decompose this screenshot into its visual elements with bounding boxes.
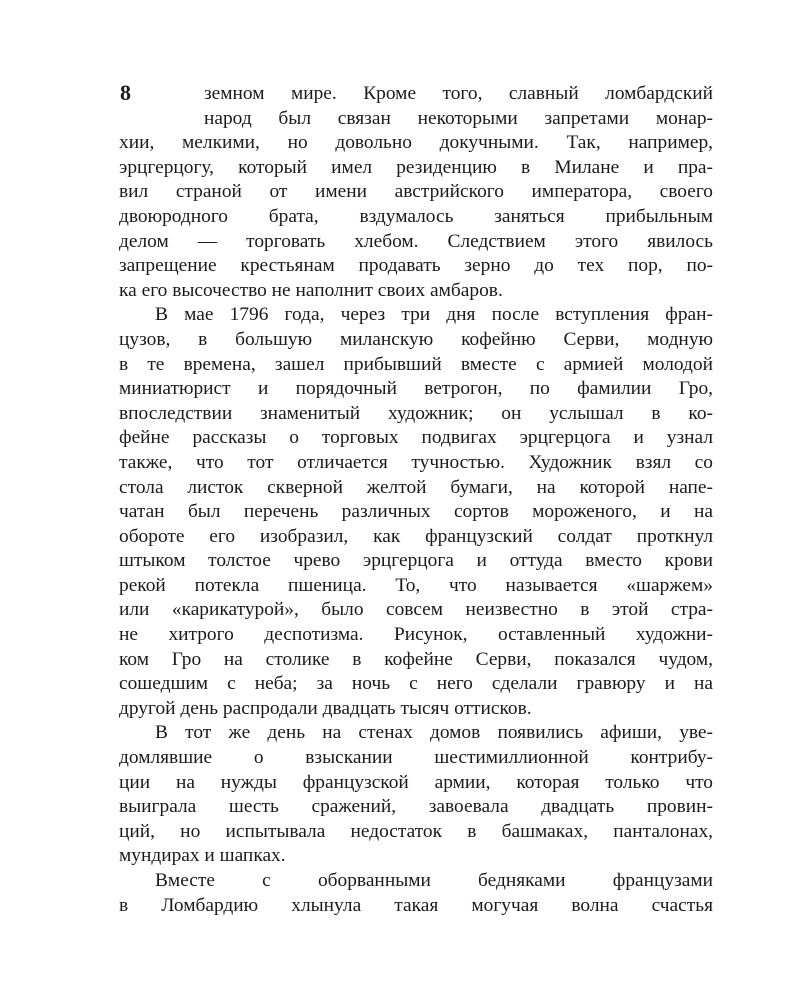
text-line: выиграла шесть сражений, завоевала двадцать провин- [119, 796, 713, 818]
text-line: штыком толстое чрево эрцгерцога и оттуда вместо крови [119, 550, 713, 572]
text-line: домлявшие о взыскании шестимиллионной контрибу- [119, 747, 713, 769]
text-line: ций, но испытывала недостаток в башмаках, панталонах, [119, 820, 713, 842]
text-line: ка его высочество не наполнит своих амбаров. [119, 279, 503, 301]
text-line: делом — торговать хлебом. Следствием этого явилось [119, 230, 713, 252]
text-line: мундирах и шапках. [119, 845, 286, 867]
text-line: также, что тот отличается тучностью. Художник взял со [119, 451, 713, 473]
text-line: другой день распродали двадцать тысяч оттисков. [119, 697, 532, 719]
text-line: или «карикатурой», было совсем неизвестно в этой стра- [119, 599, 713, 621]
text-line: земном мире. Кроме того, славный ломбардский [204, 83, 713, 104]
page-number: 8 [120, 80, 131, 105]
text-line: фейне рассказы о торговых подвигах эрцгерцога и узнал [119, 427, 713, 449]
text-line: вил страной от имени австрийского императора, своего [119, 181, 713, 203]
text-line: в Ломбардию хлынула такая могучая волна счастья [119, 894, 713, 916]
text-line: сошедшим с неба; за ночь с него сделали гравюру и на [119, 673, 713, 695]
text-line: обороте его изобразил, как французский солдат проткнул [119, 525, 713, 547]
text-line: двоюродного брата, вздумалось заняться прибыльным [119, 205, 713, 227]
text-line: миниатюрист и порядочный ветрогон, по фамилии Гро, [119, 378, 713, 400]
text-line: В тот же день на стенах домов появились афиши, уве- [155, 722, 713, 744]
text-line: в те времена, зашел прибывший вместе с армией молодой [119, 353, 713, 375]
text-line: В мае 1796 года, через три дня после вступления фран- [155, 304, 713, 326]
text-line: не хитрого деспотизма. Рисунок, оставленный художни- [119, 624, 713, 646]
text-line: стола листок скверной желтой бумаги, на которой напе- [119, 476, 713, 498]
text-line: народ был связан некоторыми запретами монар- [204, 107, 713, 129]
text-line: эрцгерцогу, который имел резиденцию в Милане и пра- [119, 156, 713, 178]
text-line: впоследствии знаменитый художник; он услышал в ко- [119, 402, 713, 424]
text-line: цузов, в большую миланскую кофейню Серви, модную [119, 328, 713, 350]
text-line: чатан был перечень различных сортов мороженого, и на [119, 501, 713, 523]
text-line: ком Гро на столике в кофейне Серви, показался чудом, [119, 648, 713, 670]
text-line: хии, мелкими, но довольно докучными. Так, например, [119, 132, 713, 154]
text-line: рекой потекла пшеница. То, что называется «шаржем» [119, 574, 713, 596]
text-line: запрещение крестьянам продавать зерно до тех пор, по- [119, 255, 713, 277]
body-text [119, 82, 713, 918]
text-line: ции на нужды французской армии, которая только что [119, 771, 713, 793]
text-line: Вместе с оборванными бедняками французами [155, 870, 713, 891]
